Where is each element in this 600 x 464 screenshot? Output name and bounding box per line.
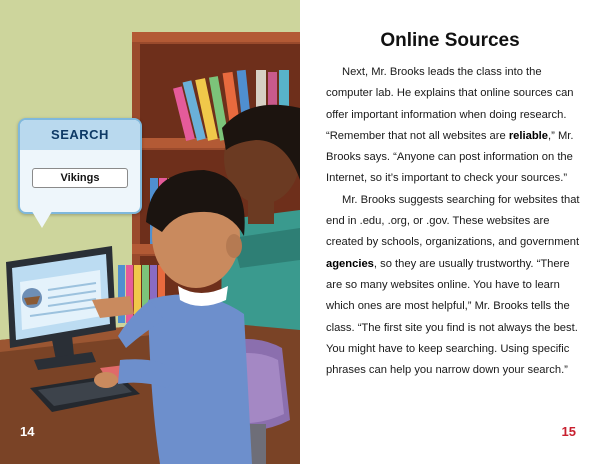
body-text [326, 62, 588, 381]
page-number-left: 14 [20, 424, 35, 439]
search-callout [18, 118, 142, 214]
paragraph-2-before: Mr. Brooks suggests searching for websites that end in .edu, .org, or .gov. These websites are created by schools, organizations, and government [326, 193, 580, 249]
page-title: Online Sources [380, 30, 520, 51]
search-query-field[interactable]: Vikings [32, 168, 128, 188]
paragraph-1-before: Next, Mr. Brooks leads the class into the computer lab. He explains that online sources can offer important information when doing research. “Remember that not all websites are [326, 66, 574, 142]
paragraph-1 [326, 62, 588, 190]
paragraph-2-after: , so they are usually trustworthy. “There are so many websites online. You have to learn which ones are most helpful,” Mr. Brooks tells the class. “The first site you find is not always the best. You might have to keep searching. Using specific phrases can help you narrow down your search.” [326, 257, 578, 377]
paragraph-1-after: ,” Mr. Brooks says. “Anyone can post information on the Internet, so it’s important to check your sources.” [326, 129, 574, 185]
page-number-right: 15 [561, 424, 576, 439]
right-page-text [300, 0, 600, 464]
glossary-term-agencies: agencies [326, 257, 374, 270]
search-heading: SEARCH [20, 120, 140, 150]
paragraph-2 [326, 190, 588, 382]
glossary-term-reliable: reliable [508, 129, 548, 142]
search-callout-pointer [30, 208, 54, 228]
